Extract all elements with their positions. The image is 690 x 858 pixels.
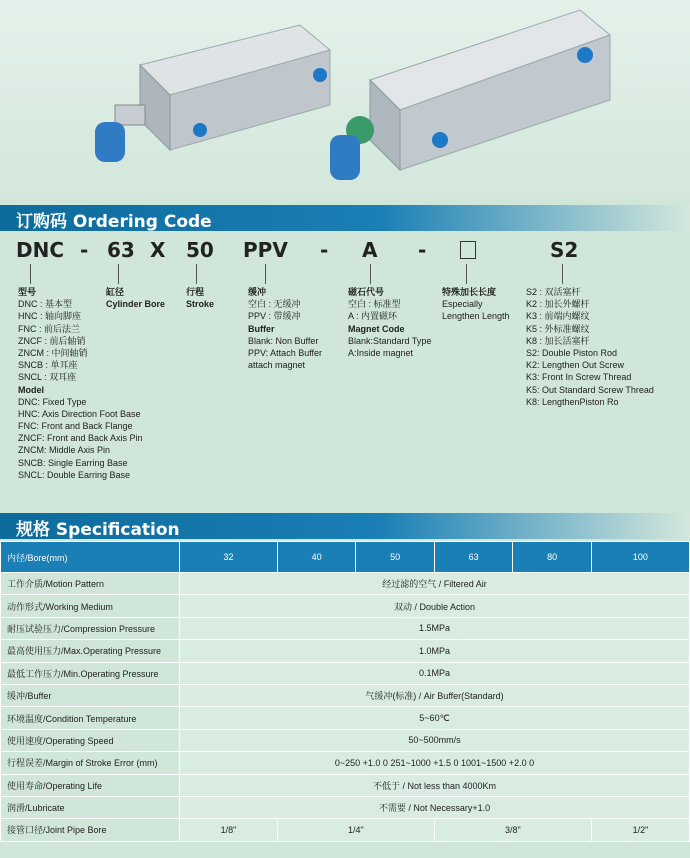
col-text: ZNCF: Front and Back Axis Pin [18,433,143,444]
col-text: SNCL : 双耳座 [18,372,77,383]
cylinder-image-left [80,10,340,180]
col-text: FNC : 前后法兰 [18,323,80,334]
ordering-code-title: 订购码 Ordering Code [16,212,212,232]
row-value: 气缓冲(标准) / Air Buffer(Standard) [180,684,690,706]
magnet-column [348,286,431,359]
col-text: FNC: Front and Back Flange [18,421,133,432]
col-text: attach magnet [248,360,306,371]
row-value: 不低于 / Not less than 4000Km [180,774,690,796]
bore-value: 32 [180,542,278,573]
code-tick [30,264,31,284]
bore-value: 63 [434,542,512,573]
col-text: PPV: Attach Buffer [248,347,323,358]
code-bore: 63 [107,238,135,262]
pipe-value: 1/2" [591,819,689,841]
table-row [1,796,690,818]
code-special: S2 [550,238,579,262]
code-x: X [150,238,166,262]
row-label: 使用速度/Operating Speed [1,729,180,751]
code-tick [370,264,371,284]
row-value: 1.5MPa [180,617,690,639]
model-column [18,286,143,481]
pipe-value: 3/8" [434,819,591,841]
col-text: Blank:Standard Type [348,335,432,346]
col-text: K3: Front In Screw Thread [526,372,632,383]
col-text: K5 : 外标准螺纹 [526,323,590,334]
specification-header [0,513,690,539]
row-label: 润滑/Lubricate [1,796,180,818]
col-text: 空白 : 无缓冲 [248,299,301,310]
col-text: S2 : 双活塞杆 [526,287,581,297]
table-row [1,752,690,774]
row-label: 使用寿命/Operating Life [1,774,180,796]
row-value: 经过滤的空气 / Filtered Air [180,573,690,595]
col-text: ZNCM : 中间轴销 [18,347,88,358]
row-label: 缓冲/Buffer [1,684,180,706]
code-length-box [460,241,476,259]
code-dash: - [418,238,427,262]
table-row [1,729,690,751]
col-text: Magnet Code [348,323,405,334]
col-text: Blank: Non Buffer [248,335,319,346]
code-tick [562,264,563,284]
bore-value: 40 [277,542,355,573]
col-text: 特殊加长长度 [442,287,497,297]
col-text: DNC : 基本型 [18,299,73,310]
bore-column [106,286,165,310]
table-row [1,819,690,841]
col-text: ZNCM: Middle Axis Pin [18,445,111,456]
stroke-column [186,286,214,310]
bore-value: 100 [591,542,689,573]
col-text: A:Inside magnet [348,347,414,358]
row-label: 工作介质/Motion Pattern [1,573,180,595]
product-photo [0,0,690,200]
code-tick [118,264,119,284]
col-text: ZNCF : 前后轴销 [18,335,86,346]
col-text: SNCL: Double Earring Base [18,469,131,480]
ordering-code-header [0,205,690,231]
table-row [1,573,690,595]
col-text: A : 内置磁环 [348,311,398,322]
row-value: 0~250 +1.0 0 251~1000 +1.5 0 1001~1500 +2.0 0 [180,752,690,774]
col-text: K8 : 加长活塞杆 [526,335,590,346]
specification-title: 规格 Specification [16,520,180,540]
row-value: 5~60℃ [180,707,690,729]
special-column [526,286,654,408]
table-row [1,617,690,639]
col-text: Stroke [186,299,215,310]
row-label: 最低工作压力/Min.Operating Pressure [1,662,180,684]
table-row [1,684,690,706]
row-value: 双动 / Double Action [180,595,690,617]
col-text: K2 : 加长外螺杆 [526,299,590,310]
col-text: K2: Lengthen Out Screw [526,360,625,371]
code-buffer: PPV [243,238,288,262]
col-text: K8: LengthenPiston Ro [526,396,619,407]
cylinder-image-right [330,0,630,190]
col-text: HNC : 轴向脚座 [18,311,82,322]
bore-value: 80 [513,542,591,573]
col-text: Lengthen Length [442,311,510,322]
col-text: K3 : 前端内螺纹 [526,311,590,322]
col-text: 缸径 [106,287,125,297]
row-label: 行程误差/Margin of Stroke Error (mm) [1,752,180,774]
col-text: Model [18,384,44,395]
col-text: S2: Double Piston Rod [526,347,618,358]
length-column [442,286,510,323]
code-dash: - [320,238,329,262]
code-magnet: A [362,238,378,262]
spec-table [0,541,690,842]
code-tick [196,264,197,284]
row-value: 1.0MPa [180,640,690,662]
table-row [1,707,690,729]
col-text: PPV : 带缓冲 [248,311,301,322]
col-text: 空白 : 标准型 [348,299,401,310]
code-dash: - [80,238,89,262]
col-text: Buffer [248,323,275,334]
col-text: SNCB: Single Earring Base [18,457,128,468]
table-row [1,640,690,662]
col-text: SNCB : 单耳座 [18,360,78,371]
row-value: 50~500mm/s [180,729,690,751]
col-text: 行程 [186,287,205,297]
pipe-value: 1/4" [277,819,434,841]
code-stroke: 50 [186,238,214,262]
col-text: DNC: Fixed Type [18,396,87,407]
col-text: 缓冲 [248,287,267,297]
col-text: Especially [442,299,483,310]
row-label: 耐压试验压力/Compression Pressure [1,617,180,639]
row-label: 接管口径/Joint Pipe Bore [1,819,180,841]
col-text: K5: Out Standard Screw Thread [526,384,654,395]
code-tick [466,264,467,284]
table-row [1,662,690,684]
pipe-value: 1/8" [180,819,278,841]
col-text: HNC: Axis Direction Foot Base [18,408,141,419]
table-row [1,774,690,796]
code-model: DNC [16,238,65,262]
row-label: 动作形式/Working Medium [1,595,180,617]
col-text: 型号 [18,287,37,297]
row-value: 0.1MPa [180,662,690,684]
bore-label: 内径/Bore(mm) [1,542,180,573]
row-value: 不需要 / Not Necessary+1.0 [180,796,690,818]
row-label: 环境温度/Condition Temperature [1,707,180,729]
table-row [1,542,690,573]
buffer-column [248,286,322,371]
code-tick [265,264,266,284]
col-text: Cylinder Bore [106,299,166,310]
col-text: 磁石代号 [348,287,385,297]
order-code-row [0,238,690,262]
table-row [1,595,690,617]
bore-value: 50 [356,542,434,573]
row-label: 最高使用压力/Max.Operating Pressure [1,640,180,662]
